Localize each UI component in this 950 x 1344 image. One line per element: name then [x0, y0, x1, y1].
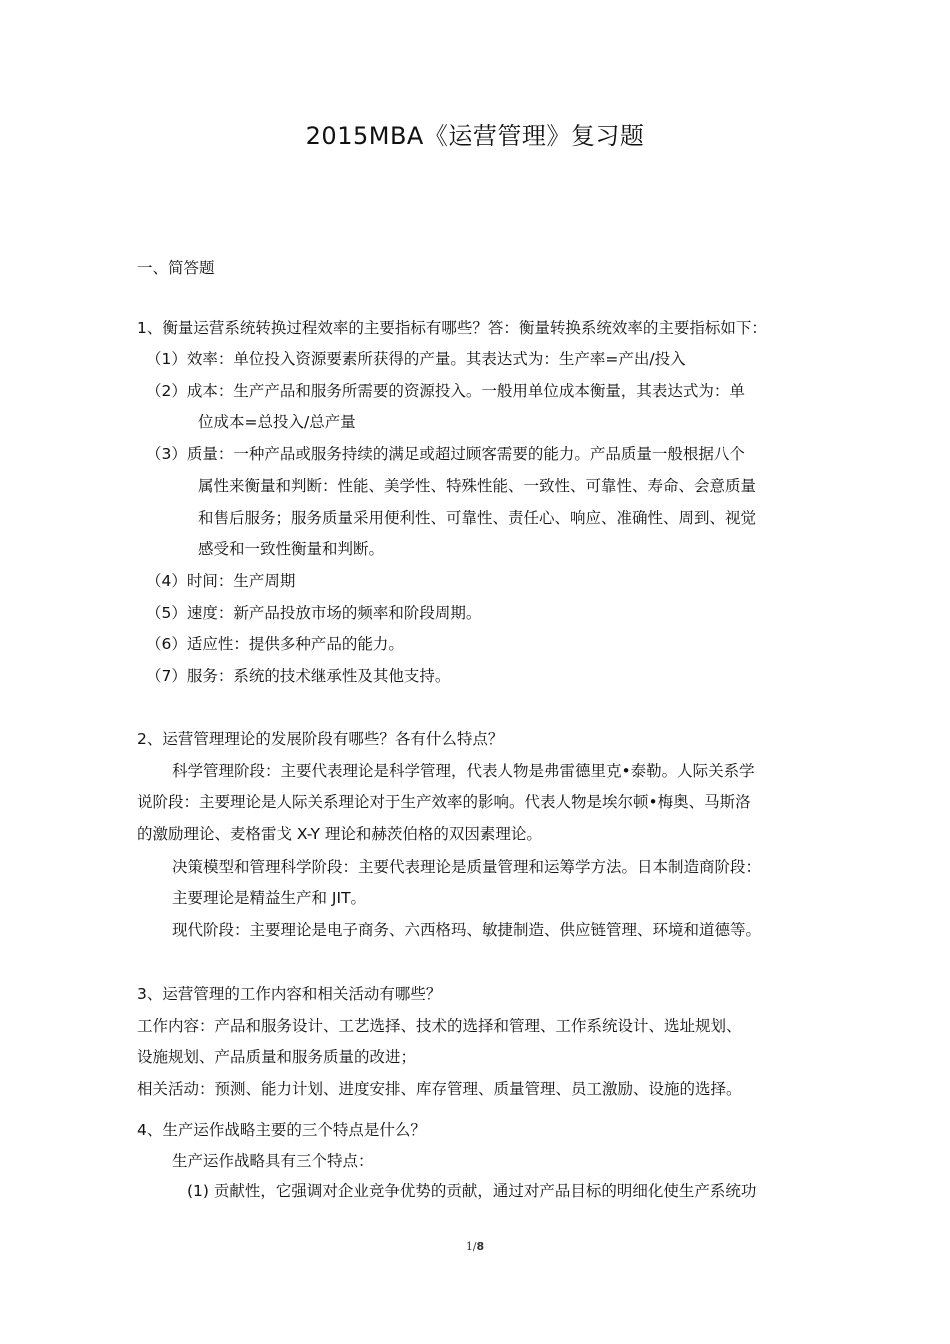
page-number-total: 8: [476, 1240, 485, 1253]
q2-para-1-line-3: 的激励理论、麦格雷戈 X-Y 理论和赫茨伯格的双因素理论。: [137, 825, 542, 843]
q1-item-4: （4）时间：生产周期: [146, 572, 296, 590]
section-heading: 一、简答题: [137, 259, 215, 277]
q1-item-3-line-3: 和售后服务；服务质量采用便利性、可靠性、责任心、响应、准确性、周到、视觉: [198, 509, 757, 527]
q3-line-2: 设施规划、产品质量和服务质量的改进；: [137, 1048, 417, 1066]
q2-para-1-line-1: 科学管理阶段：主要代表理论是科学管理，代表人物是弗雷德里克•泰勒。人际关系学: [172, 762, 755, 780]
q1-heading: 1、衡量运营系统转换过程效率的主要指标有哪些？答：衡量转换系统效率的主要指标如下：: [137, 319, 767, 337]
page-number-current: 1/: [465, 1240, 477, 1253]
q1-item-3-line-1: （3）质量：一种产品或服务持续的满足或超过顾客需要的能力。产品质量一般根据八个: [146, 445, 745, 463]
q1-item-3-line-4: 感受和一致性衡量和判断。: [198, 540, 385, 558]
q2-para-2-line-1: 决策模型和管理科学阶段：主要代表理论是质量管理和运筹学方法。日本制造商阶段：: [172, 858, 762, 876]
q2-para-2-line-2: 主要理论是精益生产和 JIT。: [172, 889, 367, 907]
q1-item-2-line-1: （2）成本：生产产品和服务所需要的资源投入。一般用单位成本衡量，其表达式为：单: [146, 382, 745, 400]
q2-para-1-line-2: 说阶段：主要理论是人际关系理论对于生产效率的影响。代表人物是埃尔顿•梅奥、马斯洛: [137, 793, 751, 811]
q1-item-6: （6）适应性：提供多种产品的能力。: [146, 635, 404, 653]
q4-heading: 4、生产运作战略主要的三个特点是什么？: [137, 1121, 426, 1139]
q1-item-5: （5）速度：新产品投放市场的频率和阶段周期。: [146, 604, 482, 622]
q2-para-3: 现代阶段：主要理论是电子商务、六西格玛、敏捷制造、供应链管理、环境和道德等。: [172, 921, 762, 939]
q4-line-2: (1) 贡献性，它强调对企业竞争优势的贡献，通过对产品目标的明细化使生产系统功: [187, 1182, 757, 1200]
q3-line-3: 相关活动：预测、能力计划、进度安排、库存管理、质量管理、员工激励、设施的选择。: [137, 1080, 742, 1098]
q1-item-3-line-2: 属性来衡量和判断：性能、美学性、特殊性能、一致性、可靠性、寿命、会意质量: [198, 477, 757, 495]
q1-item-7: （7）服务：系统的技术继承性及其他支持。: [146, 667, 451, 685]
q4-line-1: 生产运作战略具有三个特点：: [172, 1152, 374, 1170]
q3-heading: 3、运营管理的工作内容和相关活动有哪些？: [137, 985, 442, 1003]
document-title: 2015MBA《运营管理》复习题: [305, 122, 645, 150]
q2-heading: 2、运营管理理论的发展阶段有哪些？各有什么特点？: [137, 730, 504, 748]
q1-item-1: （1）效率：单位投入资源要素所获得的产量。其表达式为：生产率=产出/投入: [146, 350, 686, 368]
q3-line-1: 工作内容：产品和服务设计、工艺选择、技术的选择和管理、工作系统设计、选址规划、: [137, 1017, 742, 1035]
q1-item-2-line-2: 位成本=总投入/总产量: [198, 413, 356, 431]
page-number: [0, 1240, 950, 1253]
